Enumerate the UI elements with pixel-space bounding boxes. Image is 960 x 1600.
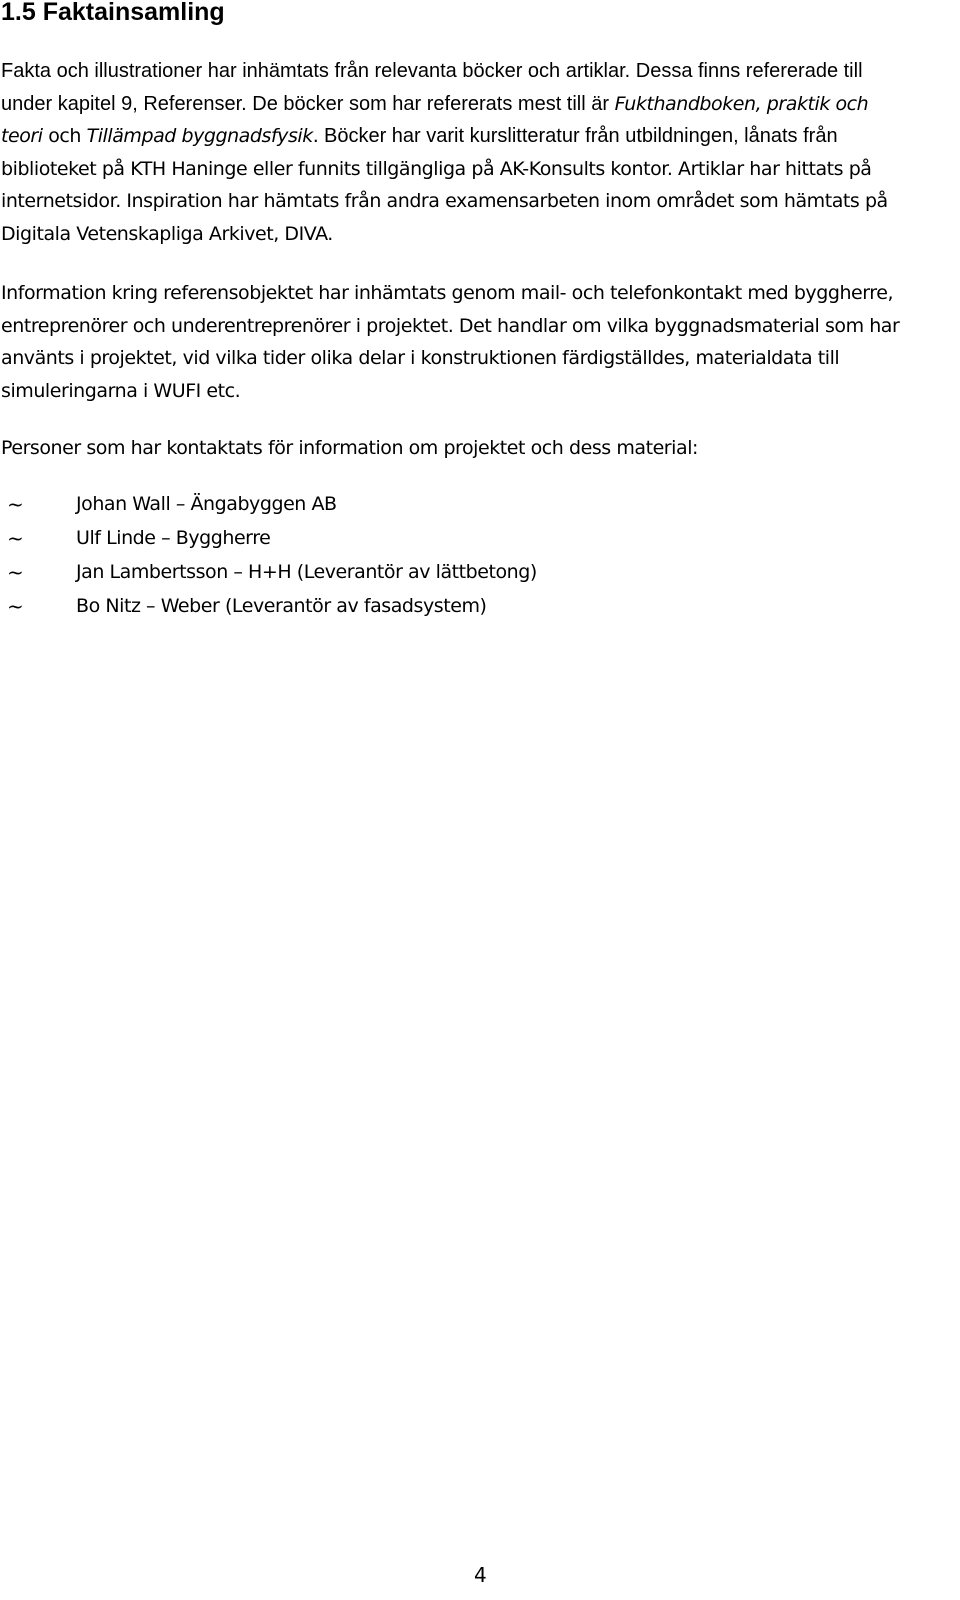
book-title-fukthandboken: Fukthandboken, praktik och [614, 92, 869, 115]
paragraph-line: Fakta och illustrationer har inhämtats från relevanta böcker och artiklar. Dessa finns refererade till [1, 60, 863, 82]
paragraph-line [1, 88, 956, 121]
tilde-bullet-icon: ~ [7, 560, 24, 584]
section-heading: 1.5 Faktainsamling [1, 0, 225, 26]
list-item [0, 487, 700, 521]
paragraph-line [1, 120, 956, 153]
list-item [0, 589, 700, 623]
contact-list [0, 487, 700, 623]
paragraph-sources [1, 55, 956, 250]
paragraph-reference-object [1, 277, 956, 407]
list-item [0, 555, 700, 589]
paragraph-line: Information kring referensobjektet har inhämtats genom mail- och telefonkontakt med byggherre, [1, 282, 894, 304]
paragraph-contacts-intro [1, 432, 956, 465]
contact-name: Ulf Linde – Byggherre [76, 527, 271, 549]
paragraph-line: internetsidor. Inspiration har hämtats från andra examensarbeten inom området som hämtats på [1, 190, 888, 212]
paragraph-line: Digitala Vetenskapliga Arkivet, DIVA. [1, 222, 333, 245]
contact-name: Jan Lambertsson – H+H (Leverantör av lättbetong) [76, 561, 537, 583]
contact-name: Bo Nitz – Weber (Leverantör av fasadsystem) [76, 595, 487, 617]
tilde-bullet-icon: ~ [7, 526, 24, 550]
paragraph-line: entreprenörer och underentreprenörer i projektet. Det handlar om vilka byggnadsmaterial som har [1, 314, 900, 337]
text-run: och [42, 125, 87, 147]
paragraph-line: biblioteket på KTH Haninge eller funnits tillgängliga på AK-Konsults kontor. Artiklar har hittats på [1, 157, 872, 180]
paragraph-line: använts i projektet, vid vilka tider olika delar i konstruktionen färdigställdes, materialdata till [1, 347, 840, 369]
text-run: Böcker har varit kurslitteratur från utbildningen, lånats från [323, 125, 838, 147]
contact-name: Johan Wall – Ängabyggen AB [76, 493, 337, 515]
paragraph-line: Personer som har kontaktats för information om projektet och dess material: [1, 437, 698, 459]
book-title-fukthandboken-end: teori [1, 125, 43, 147]
page-number: 4 [474, 1563, 487, 1587]
list-item [0, 521, 700, 555]
text-run: under kapitel 9, Referenser. De böcker som har refererats mest till är [1, 92, 615, 115]
tilde-bullet-icon: ~ [7, 492, 24, 516]
paragraph-line: simuleringarna i WUFI etc. [1, 379, 241, 402]
book-title-byggnadsfysik: Tillämpad byggnadsfysik [86, 125, 313, 147]
text-run: . [312, 125, 324, 147]
tilde-bullet-icon: ~ [7, 594, 24, 618]
